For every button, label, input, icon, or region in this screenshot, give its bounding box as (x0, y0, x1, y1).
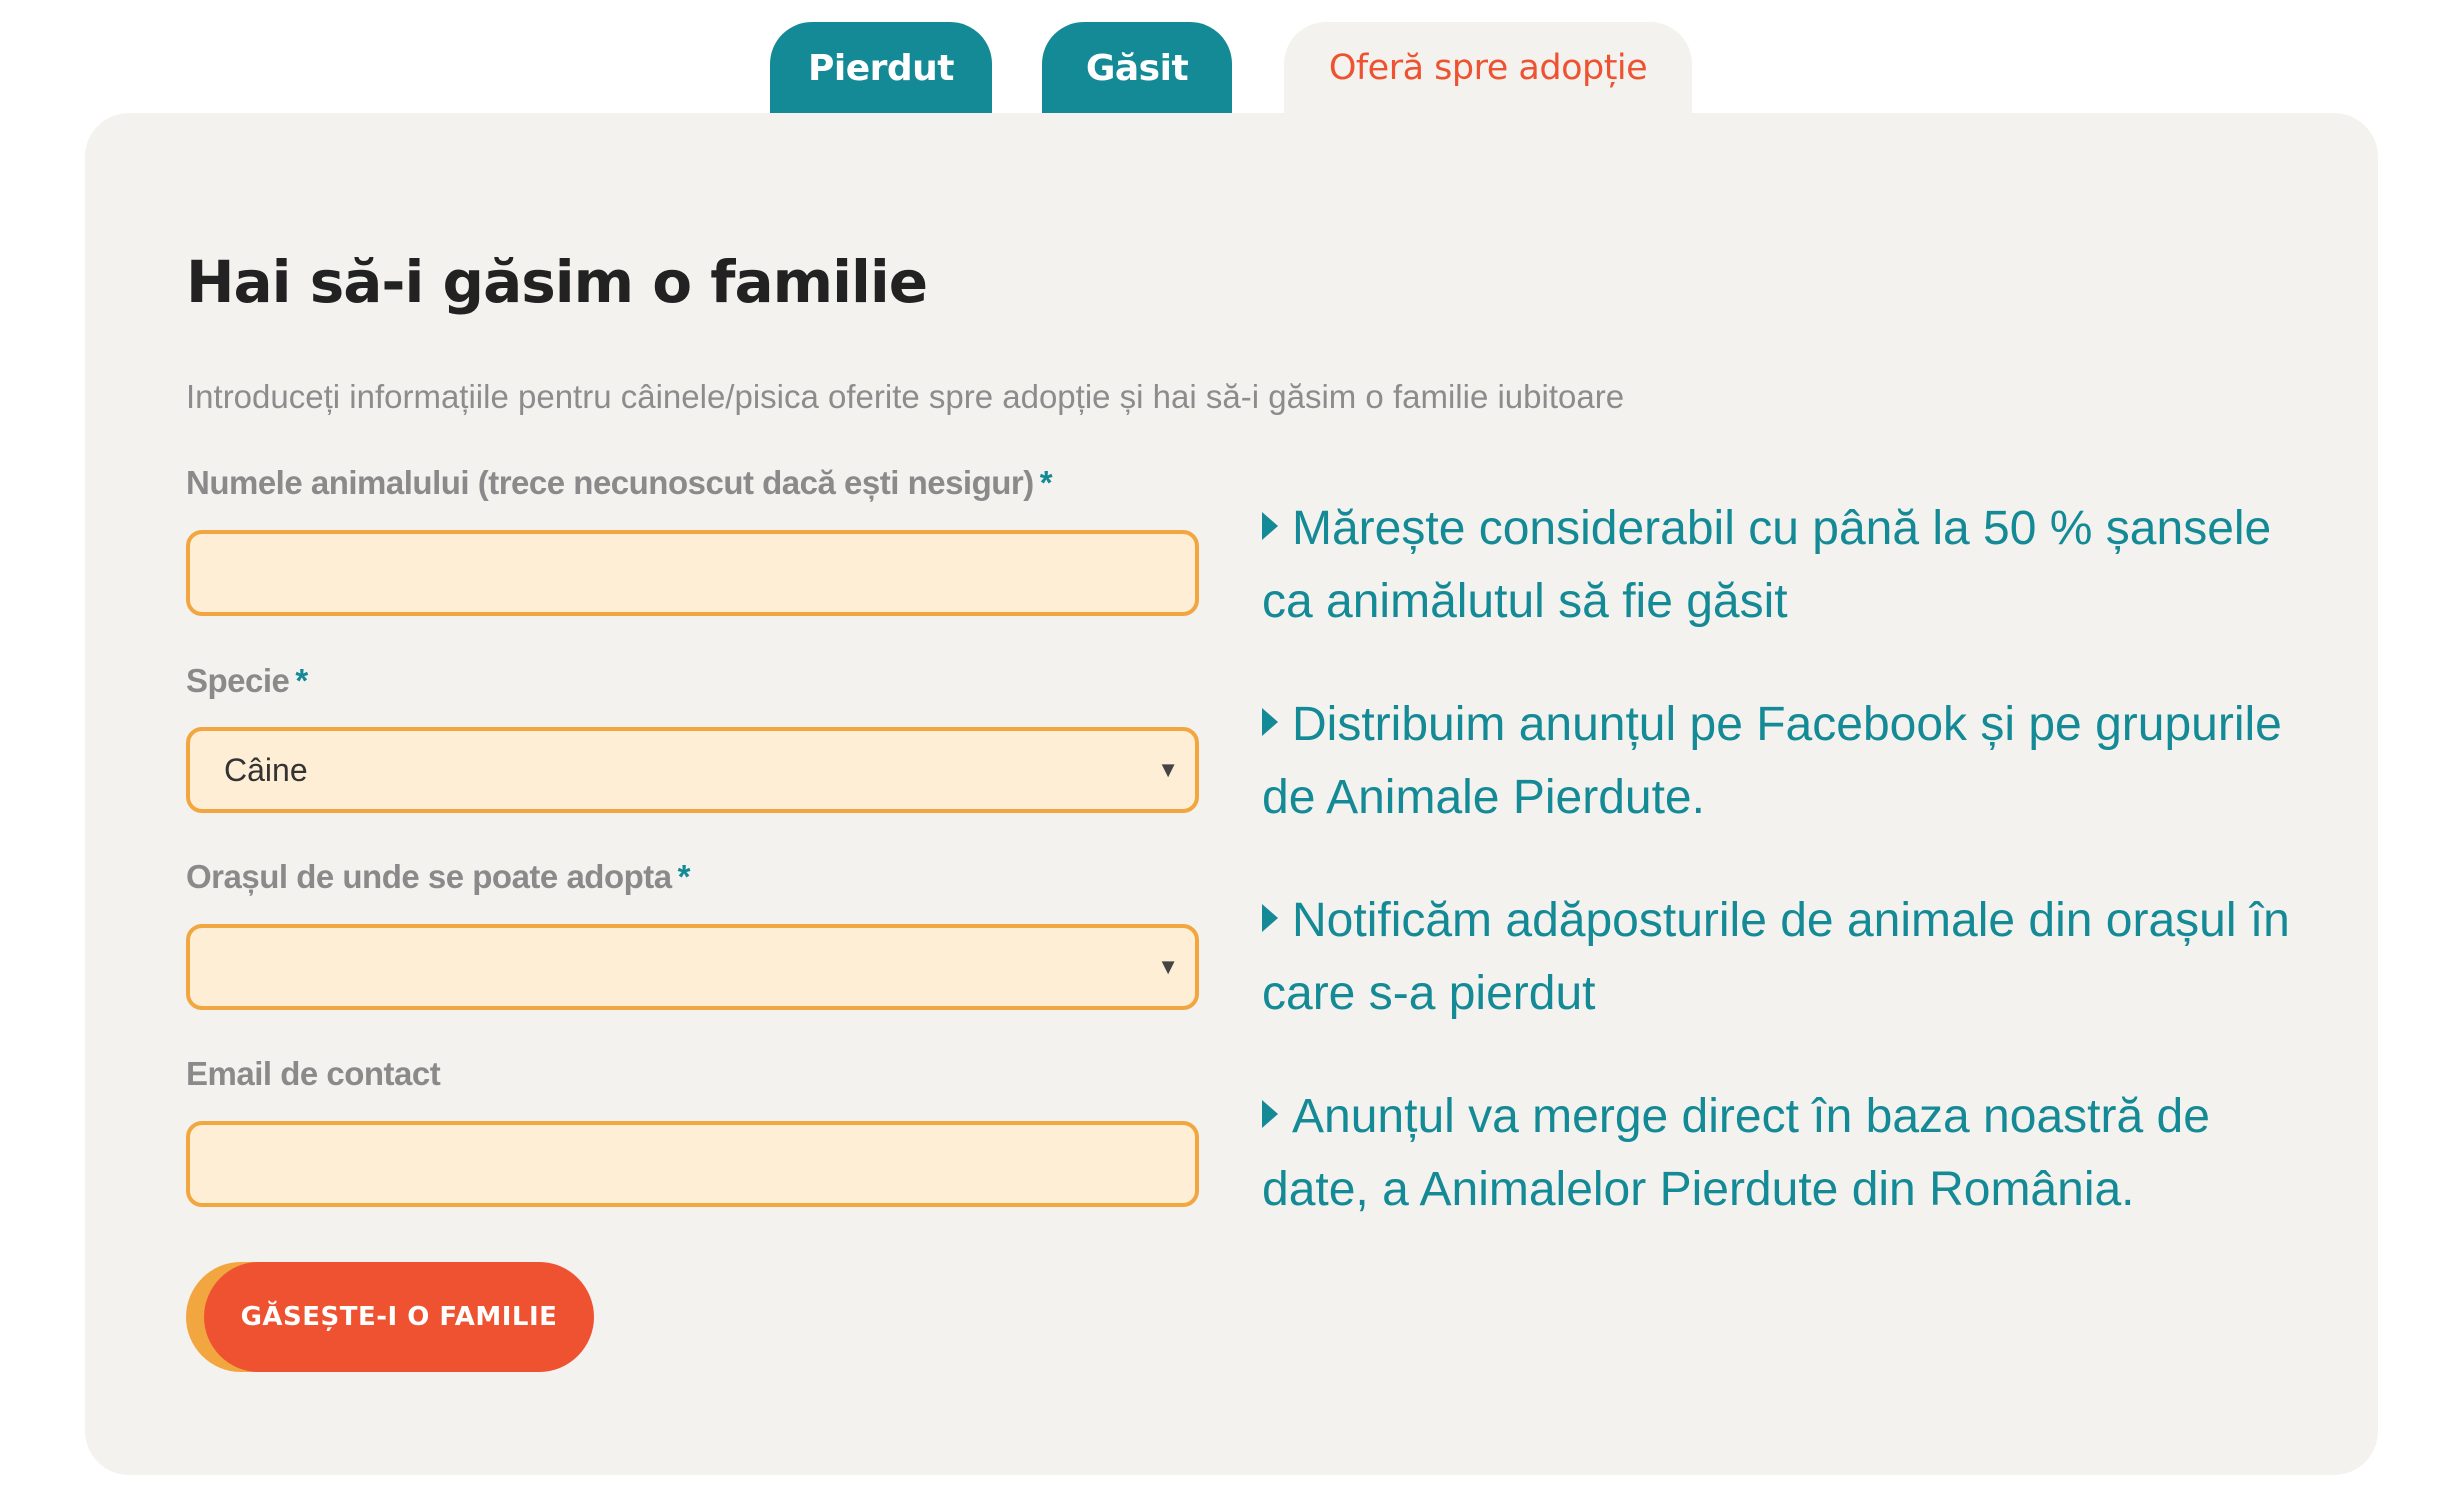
benefit-text: Distribuim anunțul pe Facebook și pe grupurile de Animale Pierdute. (1262, 698, 2282, 824)
benefit-text: Mărește considerabil cu până la 50 % șansele ca animălutul să fie găsit (1262, 502, 2272, 628)
submit-button[interactable]: GĂSEȘTE-I O FAMILIE (204, 1262, 594, 1372)
species-select-value: Câine (224, 751, 308, 788)
city-label-text: Orașul de unde se poate adopta (186, 858, 672, 895)
triangle-right-icon (1262, 512, 1278, 540)
name-label-text: Numele animalului (trece necunoscut dacă ești nesigur) (186, 464, 1034, 501)
form-subtitle: Introduceți informațiile pentru câinele/pisica oferite spre adopție și hai să-i găsim o familie iubitoare (186, 378, 1625, 415)
city-select[interactable] (186, 924, 1199, 1010)
triangle-right-icon (1262, 1100, 1278, 1128)
tab-lost[interactable]: Pierdut (770, 22, 992, 114)
required-marker: * (1039, 464, 1053, 501)
species-label (186, 662, 308, 700)
benefit-item (1262, 688, 2302, 834)
triangle-right-icon (1262, 708, 1278, 736)
tab-adopt[interactable]: Oferă spre adopție (1284, 22, 1692, 114)
caret-down-icon: ▼ (1157, 954, 1179, 979)
form-title: Hai să-i găsim o familie (186, 248, 928, 316)
required-marker: * (677, 858, 690, 895)
benefit-text: Anunțul va merge direct în baza noastră de date, a Animalelor Pierdute din România. (1262, 1090, 2210, 1216)
name-label (186, 464, 1052, 502)
caret-down-icon: ▼ (1157, 757, 1179, 782)
triangle-right-icon (1262, 904, 1278, 932)
submit-wrapper (186, 1262, 594, 1372)
benefit-item (1262, 884, 2302, 1030)
species-label-text: Specie (186, 662, 290, 699)
tab-bar (0, 22, 2453, 114)
tab-found[interactable]: Găsit (1042, 22, 1232, 114)
name-input[interactable] (186, 530, 1199, 616)
benefit-item (1262, 492, 2302, 638)
email-label (186, 1055, 440, 1093)
email-label-text: Email de contact (186, 1055, 441, 1092)
species-select[interactable] (186, 727, 1199, 813)
city-label (186, 858, 690, 896)
required-marker: * (295, 662, 308, 699)
email-input[interactable] (186, 1121, 1199, 1207)
benefit-text: Notificăm adăposturile de animale din orașul în care s-a pierdut (1262, 894, 2290, 1020)
benefit-item (1262, 1080, 2302, 1226)
